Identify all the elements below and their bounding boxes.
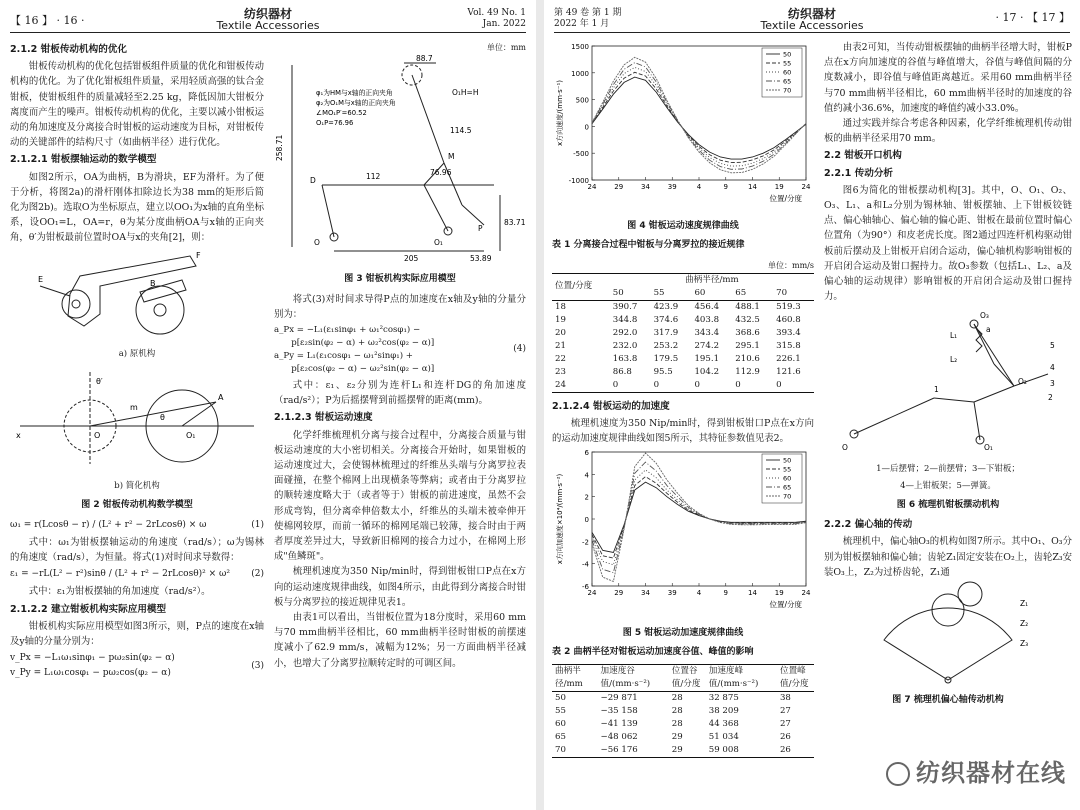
table-cell: 390.7: [612, 301, 638, 312]
section-heading: 2.1.2.4 钳板运动的加速度: [552, 400, 670, 412]
equation-2: [10, 567, 264, 582]
y-axis-label: x方向加速度×10⁴/(mm·s⁻²): [556, 474, 564, 565]
paragraph: 钳板机构实际应用模型如图3所示，则，P点的速度在x轴及y轴的分量分别为：: [10, 620, 264, 648]
legend-entry: 50: [783, 456, 792, 465]
table-row: [552, 744, 814, 758]
paragraph: 式中：ε₁为钳板摆轴的角加速度（rad/s²）。: [28, 586, 211, 598]
dim-114-5: 114.5: [450, 126, 472, 136]
table-header: 50: [610, 287, 651, 301]
table-cell: 65: [555, 732, 566, 743]
table-cell: 27: [779, 719, 791, 730]
figure-3-caption: 图 3 钳板机构实际应用模型: [344, 274, 456, 285]
table-cell: 0: [610, 379, 651, 393]
label-p: P: [478, 224, 483, 234]
table-cell: 19: [555, 314, 566, 325]
table-header: 55: [651, 287, 692, 301]
table-cell: 253.2: [653, 340, 679, 351]
table-row: [552, 718, 814, 731]
equation-4-line-4: p[ε₂cos(φ₂ − α) − ω₂²sin(φ₂ − α)]: [291, 364, 435, 375]
table-cell: 393.4: [776, 327, 801, 338]
figure-6-swing-mechanism: [824, 304, 1072, 454]
section-heading: 2.1.2.1 钳板摆轴运动的数学模型: [10, 154, 157, 166]
table-cell: 0: [773, 379, 814, 393]
table-2: [552, 664, 814, 758]
table-row: [552, 692, 814, 706]
label-l2: L₂: [950, 355, 958, 365]
y-tick-label: 2: [584, 494, 589, 503]
x-tick-label: 24: [801, 589, 811, 598]
y-tick-label: 1500: [571, 43, 589, 51]
table-cell: 232.0: [612, 340, 638, 351]
label-a: A: [218, 393, 224, 403]
figure-5-acceleration-chart: [552, 446, 814, 616]
y-tick-label: 4: [584, 471, 589, 480]
section-heading: 2.1.2 钳板传动机构的优化: [10, 44, 127, 55]
table-cell: 26: [779, 732, 791, 743]
x-tick-label: 29: [614, 183, 624, 191]
legend-entry: 65: [783, 483, 792, 492]
table-cell: 488.1: [735, 301, 760, 312]
x-tick-label: 39: [667, 589, 677, 598]
label-o1: O₁: [984, 443, 993, 453]
paragraph: 梳理机速度为350 Nip/min时，得到钳板钳口P点在x方向的运动速度规律曲线，如图4所示，由此得到分离接合时钳板与分离罗拉的接近规律见表1。: [274, 566, 526, 608]
equation-3-line-1: v_Px = −L₁ω₁sinφ₁ − pω₂sin(φ₂ − α): [10, 653, 175, 664]
label-b: B: [150, 278, 156, 288]
table-cell: 86.8: [612, 366, 632, 377]
table-cell: −41 139: [600, 719, 638, 730]
label-m: M: [448, 152, 455, 162]
watermark: [886, 753, 1066, 788]
y-tick-label: 500: [575, 96, 589, 105]
table-cell: −56 176: [598, 744, 669, 758]
table-row: [552, 705, 814, 718]
table-header: 70: [773, 287, 814, 301]
paragraph: 化学纤维梳理机分离与接合过程中，分离接合质量与钳板运动速度的大小密切相关。分离接合开始时，如果钳板的运动速度过大，会使锡林梳理过的纤维丛头端与分离罗拉表面碰撞，在整个棉网上出现横条等弊病；或者由于分离罗拉的顺转速度略大于（或者等于）钳板的前进速度，虽然不会形成弯钩，但分离牵伸倍数太小，纤维丛的头端未被牵伸开使棉网较厚，而前一循环的棉网尾端已较薄，接合时由于两者厚度差异过大，导致新旧棉网的接合力过小，在棉网上形成"鱼鳞斑"。: [274, 429, 526, 563]
table-cell: 95.5: [653, 366, 673, 377]
table-cell: −48 062: [600, 732, 638, 743]
legend-entry: 55: [783, 59, 792, 68]
label-o: O: [94, 431, 101, 441]
x-tick-label: 24: [801, 183, 811, 191]
label-m: m: [130, 403, 138, 413]
table-header: 位置谷值/分度: [669, 665, 706, 692]
fig3-note-4: O₁P=76.96: [316, 119, 354, 128]
table-cell: 179.5: [653, 353, 679, 364]
figure-7-eccentric-shaft: [824, 580, 1072, 684]
table-cell: 403.8: [694, 314, 720, 325]
equation-4-line-2: p[ε₂sin(φ₂ − α) + ω₂²cos(φ₂ − α)]: [291, 338, 435, 349]
section-heading: 2.1.2.2 建立钳板机构实际应用模型: [10, 603, 167, 615]
label-o3: O₃: [980, 311, 989, 321]
volume-info: Vol. 49 No. 1: [467, 8, 526, 18]
issue-date: Jan. 2022: [482, 19, 526, 29]
axis-x-label: x: [16, 431, 21, 441]
label-2: 2: [1048, 393, 1053, 403]
section-heading: 2.2 钳板开口机构: [824, 150, 902, 162]
table-cell: 432.5: [735, 314, 760, 325]
label-z1: Z₁: [1020, 599, 1029, 609]
equation-4-line-3: a_Py = L₁(ε₁cosφ₁ − ω₁²sinφ₁) +: [274, 351, 413, 362]
journal-english-title: Textile Accessories: [760, 19, 864, 32]
paragraph: 式中：ω₁为钳板摆轴运动的角速度（rad/s）；ω为锡林的角速度（rad/s），为恒量。将式(1)对时间求导数得：: [10, 536, 264, 564]
table-row: [552, 353, 814, 366]
paragraph: 式中：ε₁、ε₂分别为连杆L₁和连杆DG的角加速度（rad/s²）；P为后摇摆臂到前摇摆臂的距离(mm)。: [274, 380, 526, 407]
table-cell: 24: [552, 379, 610, 393]
x-axis-label: 位置/分度: [769, 194, 802, 203]
y-tick-label: -6: [582, 583, 589, 592]
x-tick-label: 14: [748, 183, 757, 191]
table-cell: −29 871: [600, 693, 638, 704]
y-tick-label: -4: [582, 561, 589, 570]
table-header: 60: [691, 287, 732, 301]
paragraph: 通过实践并综合考虑各种因素，化学纤维梳理机传动钳板的曲柄半径采用70 mm。: [824, 118, 1072, 145]
label-o2: O₂: [1018, 377, 1027, 387]
table-cell: 29: [671, 732, 683, 743]
y-tick-label: -2: [582, 538, 589, 547]
y-axis-label: x方向速度/(mm·s⁻¹): [556, 80, 564, 146]
label-3: 3: [1050, 379, 1055, 389]
figure-2b-label: b) 简化机构: [114, 481, 160, 492]
table-cell: 315.8: [776, 340, 801, 351]
paragraph: 将式(3)对时间求导得P点的加速度在x轴及y轴的分量分别为：: [274, 293, 526, 320]
table-header: 曲柄半径/mm: [552, 665, 598, 692]
x-tick-label: 19: [774, 589, 784, 598]
table-row: [552, 300, 814, 314]
table-row: [552, 314, 814, 327]
table-row: [552, 327, 814, 340]
journal-brand: 纺织器材: [787, 7, 836, 21]
label-theta-prime: θ′: [96, 377, 103, 387]
label-o1: O₁: [434, 238, 443, 248]
table-header: 位置/分度: [552, 273, 610, 300]
page-header: [10, 6, 526, 33]
figure-4-velocity-chart: [552, 40, 814, 210]
figure-2-caption: 图 2 钳板传动机构数学模型: [81, 500, 193, 511]
paragraph: 由表1可以看出，当钳板位置为18分度时，采用60 mm与70 mm曲柄半径相比，60 mm曲柄半径时钳板的前摆速度减小了62.9 mm/s，减幅为12%；另一方面曲柄半径减小，也增大了分离罗拉顺转定时的可调区间。: [274, 612, 526, 669]
right-column-1: [552, 40, 814, 758]
figure-2b-simplified-mechanism: [10, 364, 264, 472]
figure-7-caption: 图 7 梳理机偏心轴传动机构: [892, 695, 1004, 706]
equation-number: (2): [251, 569, 264, 580]
table-cell: 70: [552, 744, 598, 758]
table-cell: 0: [732, 379, 773, 393]
legend-entry: 65: [783, 77, 792, 86]
section-heading: 2.2.1 传动分析: [824, 167, 894, 179]
table-cell: 27: [779, 706, 791, 717]
table-cell: 343.4: [694, 327, 720, 338]
table-cell: 60: [555, 719, 566, 730]
table-cell: 55: [555, 706, 566, 717]
dim-88-7: 88.7: [416, 55, 433, 64]
label-1: 1: [934, 385, 939, 395]
table-row: [552, 366, 814, 379]
equation-3-line-2: v_Py = L₁ω₁cosφ₁ − pω₂cos(φ₂ − α): [10, 668, 171, 679]
table-1-unit: 单位：mm/s: [768, 260, 814, 270]
table-cell: 295.1: [735, 340, 760, 351]
fig3-note-3: ∠MO₁P′=60.52: [316, 109, 367, 118]
table-cell: 195.1: [694, 353, 720, 364]
y-tick-label: -1000: [568, 177, 589, 185]
page-number: · 17 · 【 17 】: [995, 11, 1070, 24]
label-z2: Z₂: [1020, 619, 1029, 629]
table-cell: 28: [671, 719, 683, 730]
table-cell: 21: [555, 340, 566, 351]
x-tick-label: 9: [723, 183, 728, 191]
table-cell: 274.2: [694, 340, 720, 351]
label-e: E: [38, 274, 44, 284]
watermark-text: 纺织器材在线: [916, 759, 1066, 787]
table-cell: 104.2: [694, 366, 720, 377]
y-tick-label: 0: [584, 123, 589, 132]
table-row: [552, 731, 814, 744]
x-tick-label: 14: [748, 589, 757, 598]
table-cell: 374.6: [653, 314, 679, 325]
page-header: [554, 6, 1070, 33]
label-5: 5: [1050, 341, 1055, 351]
table-1: [552, 273, 814, 393]
label-o: O: [314, 238, 320, 248]
paragraph: 由表2可知，当传动钳板摆轴的曲柄半径增大时，钳板P点在x方向加速度的谷值与峰值增大，谷值与峰值间隔的分度数减小，即谷值与峰值距离越近。采用60 mm曲柄半径与70 mm曲柄半径相比，60 mm曲柄半径时的加速度的谷值约减小36.6%，加速度的峰值约减小33.0%。: [824, 42, 1072, 114]
dim-112: 112: [366, 172, 381, 182]
table-row: [552, 340, 814, 353]
y-tick-label: 6: [584, 449, 589, 458]
table-cell: 26: [777, 744, 814, 758]
table-header: 位置峰值/分度: [777, 665, 814, 692]
table-header: 加速度谷值/(mm·s⁻²): [598, 665, 669, 692]
legend-entry: 60: [783, 68, 792, 77]
equation-number: (3): [251, 660, 264, 671]
legend-entry: 50: [783, 50, 792, 59]
table-header: 加速度峰值/(mm·s⁻²): [706, 665, 777, 692]
x-tick-label: 9: [723, 589, 728, 598]
table-cell: 38: [779, 693, 791, 704]
figure-3-unit: 单位：mm: [486, 43, 526, 52]
table-cell: 0: [651, 379, 692, 393]
dim-53-89: 53.89: [470, 254, 492, 264]
table-cell: 368.6: [735, 327, 760, 338]
paragraph: 梳理机中，偏心轴O₃的机构如图7所示。其中O₁、O₃分别为钳板摆轴和偏心轴；齿轮Z₁固定安装在O₂上，齿轮Z₃安装O₃上，Z₂为过桥齿轮，Z₁通: [824, 536, 1072, 578]
dim-83-71: 83.71: [504, 218, 526, 228]
equation-2-body: ε₁ = −rL(L² − r²)sinθ / (L² + r² − 2rLcosθ)² × ω²: [10, 569, 230, 580]
table-cell: 317.9: [653, 327, 679, 338]
label-o1h: O₁H=H: [452, 88, 479, 98]
x-tick-label: 39: [667, 183, 677, 191]
paragraph: 如图2所示，OA为曲柄，B为滑块，EF为滑杆。为了便于分析，将图2a)的滑杆刚体扣除边长为38 mm的矩形后简化为图2b)。选取O为坐标原点，建立以OO₁为x轴的直角坐标系，设OO₁=L，OA=r，θ为某分度曲柄OA与x轴的正向夹角，θ′为钳板最前位置时OA与x的夹角[2]，则：: [10, 171, 264, 244]
table-cell: 460.8: [776, 314, 801, 325]
x-tick-label: 29: [614, 589, 624, 598]
fig3-note-1: φ₁为HM与x轴的正向夹角: [316, 89, 393, 98]
table-row: [552, 379, 814, 393]
dim-205: 205: [404, 254, 419, 264]
label-d: D: [310, 176, 316, 186]
equation-3: [10, 651, 264, 681]
label-o: O: [842, 443, 848, 453]
table-cell: 292.0: [612, 327, 638, 338]
figure-6-legend: 4—上钳板架；5—弹簧。: [900, 480, 996, 491]
issue-date: 2022 年 1 月: [554, 19, 610, 29]
label-a: a: [986, 325, 991, 335]
label-f: F: [196, 250, 201, 260]
table-header-group: 曲柄半径/mm: [610, 273, 814, 287]
equation-number: (4): [513, 344, 526, 355]
equation-4: [274, 324, 526, 376]
table-cell: 59 008: [706, 744, 777, 758]
table-cell: 210.6: [735, 353, 760, 364]
equation-1: [10, 518, 264, 533]
table-cell: 22: [555, 353, 566, 364]
x-tick-label: 34: [641, 183, 650, 191]
legend-entry: 60: [783, 474, 792, 483]
x-tick-label: 24: [587, 589, 597, 598]
journal-english-title: Textile Accessories: [216, 19, 320, 32]
legend-entry: 70: [783, 492, 792, 501]
page-gutter: [536, 0, 544, 810]
dim-76-96: 76.96: [430, 168, 452, 178]
x-tick-label: 19: [774, 183, 784, 191]
table-cell: 44 368: [708, 719, 739, 730]
x-axis-label: 位置/分度: [769, 600, 802, 610]
figure-6-caption: 图 6 梳理机钳板摆动机构: [896, 500, 1000, 511]
label-4: 4: [1050, 363, 1055, 373]
table-header: 65: [732, 287, 773, 301]
table-cell: 456.4: [694, 301, 720, 312]
journal-brand: 纺织器材: [243, 7, 292, 21]
section-heading: 2.2.2 偏心轴的传动: [824, 519, 913, 531]
label-z3: Z₃: [1020, 639, 1029, 649]
table-cell: 20: [555, 327, 566, 338]
volume-info: 第 49 卷 第 1 期: [554, 8, 622, 18]
x-tick-label: 24: [587, 183, 597, 191]
paragraph: 梳理机速度为350 Nip/min时，得到钳板钳口P点在x方向的运动加速度规律曲线如图5所示，其特征参数值见表2。: [552, 418, 814, 445]
table-cell: 121.6: [776, 366, 801, 377]
paragraph: 图6为简化的钳板摆动机构[3]。其中，O、O₁、O₂、O₃、L₁、a和L₂分别为锡林轴、钳板摆轴、上下钳板铰链点、偏心轴轴心、偏心轴的偏心距、钳板在最前位置时偏心位置角（为90°）和皮老虎长度。图2通过四连杆机构驱动钳板前后摆动及上钳板开启闭合运动，偏心轴机构影响钳板的开启闭合运动及钳口握持力。故O₃参数（包括L₁、L₂、a及偏心轴的运动规律）影响钳板的开启闭合运动及钳口握持力。: [824, 184, 1072, 303]
table-1-title: 表 1 分离接合过程中钳板与分离罗拉的接近规律: [552, 240, 745, 251]
figure-2a-label: a) 原机构: [118, 348, 156, 359]
table-cell: 28: [671, 693, 683, 704]
table-cell: 163.8: [612, 353, 638, 364]
figure-2a-original-mechanism: [10, 246, 264, 340]
left-page: [0, 0, 536, 810]
table-cell: 0: [691, 379, 732, 393]
legend-entry: 70: [783, 86, 792, 95]
section-heading: 2.1.2.3 钳板运动速度: [274, 412, 373, 424]
table-cell: 50: [555, 693, 566, 704]
table-cell: 29: [669, 744, 706, 758]
table-cell: 18: [555, 301, 566, 312]
table-cell: 112.9: [735, 366, 760, 377]
x-tick-label: 34: [641, 589, 650, 598]
left-column-2: [274, 40, 526, 671]
table-cell: 38 209: [708, 706, 739, 717]
label-l1: L₁: [950, 331, 958, 341]
table-cell: 423.9: [653, 301, 679, 312]
figure-5-caption: 图 5 钳板运动加速度规律曲线: [622, 627, 744, 638]
table-cell: 51 034: [708, 732, 739, 743]
paragraph: 钳板传动机构的优化包括钳板组件质量的优化和钳板传动机构的优化。为了优化钳板组件质量，采用轻质高强的钛合金钳板，使钳板组件的质量减轻至2.25 kg，降低因加大钳板分离度而产生的噪声。钳板传动机构的优化，主要以减小钳板运动的角加速度及分离接合时钳板的运动速度为目标，对钳板传动的关键部件的结构尺寸（如曲柄半径）进行优化。: [10, 61, 264, 149]
legend-entry: 55: [783, 465, 792, 474]
y-tick-label: -500: [573, 150, 589, 159]
y-tick-label: 0: [584, 516, 589, 525]
equation-4-line-1: a_Px = −L₁(ε₁sinφ₁ + ω₁²cosφ₁) −: [274, 325, 421, 336]
left-column-1: [10, 40, 264, 684]
wechat-icon: [886, 762, 910, 786]
label-o1: O₁: [186, 431, 196, 441]
table-cell: 32 875: [708, 693, 739, 704]
table-cell: 23: [555, 366, 566, 377]
equation-number: (1): [251, 519, 264, 530]
y-tick-label: 1000: [571, 69, 589, 78]
figure-4-caption: 图 4 钳板运动速度规律曲线: [627, 221, 739, 232]
table-2-title: 表 2 曲柄半径对钳板运动加速度谷值、峰值的影响: [552, 646, 754, 657]
equation-1-body: ω₁ = r(Lcosθ − r) / (L² + r² − 2rLcosθ) × ω: [10, 519, 207, 530]
fig3-note-2: φ₂为O₁M与x轴的正向夹角: [316, 99, 396, 108]
figure-6-legend: 1—后摆臂；2—前摆臂；3—下钳板；: [876, 463, 1020, 474]
figure-3-mechanism-model: [274, 55, 526, 263]
x-tick-label: 4: [696, 183, 702, 191]
x-tick-label: 4: [696, 589, 702, 598]
table-cell: 344.8: [612, 314, 638, 325]
label-theta: θ: [160, 413, 165, 423]
table-cell: 28: [671, 706, 683, 717]
dim-258-71: 258.71: [275, 134, 284, 162]
table-cell: 226.1: [776, 353, 801, 364]
table-cell: −35 158: [600, 706, 638, 717]
right-column-2: [824, 40, 1072, 712]
page-number: 【 16 】 · 16 ·: [10, 14, 85, 27]
right-page: [544, 0, 1080, 810]
table-cell: 519.3: [776, 301, 801, 312]
